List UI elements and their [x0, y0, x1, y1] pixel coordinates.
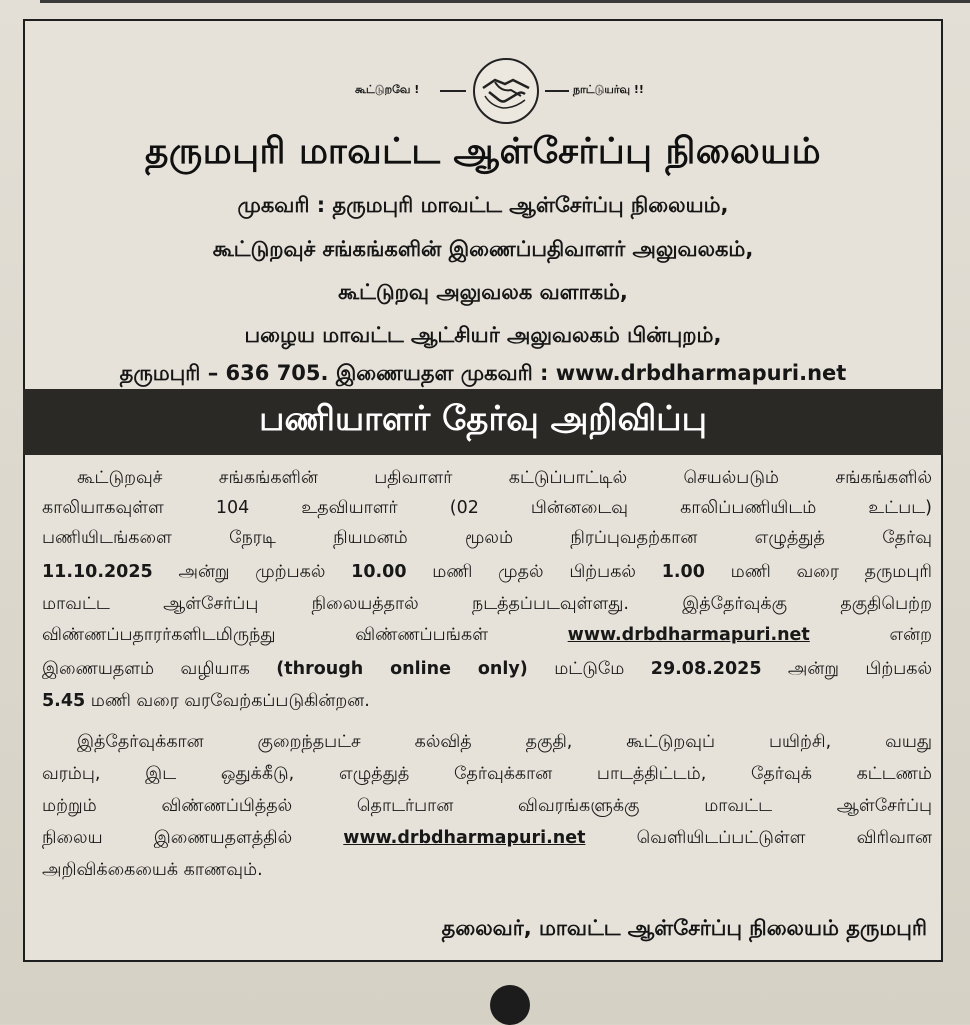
p1-line-8 [42, 691, 932, 713]
p2-line-3: மற்றும் விண்ணப்பித்தல் தொடர்பான விவரங்களுக்கு மாவட்ட ஆள்சேர்ப்பு [42, 796, 932, 816]
last-date: 29.08.2025 [650, 659, 762, 679]
p1-line-6 [42, 625, 932, 647]
p2-line-1: இத்தேர்வுக்கான குறைந்தபட்ச கல்வித் தகுதி, கூட்டுறவுப் பயிற்சி, வயது [77, 732, 932, 752]
p1-line-6-b: என்ற [809, 625, 932, 645]
address-pincode-label: தருமபுரி – 636 705. இணையதள முகவரி : [119, 361, 556, 385]
p1-line-4-c: மணி வரை தருமபுரி [704, 562, 932, 582]
online-only-note: (through online only) [276, 659, 528, 679]
p2-line-5: அறிவிக்கையைக் காணவும். [42, 860, 263, 880]
notice-banner [23, 389, 943, 455]
p1-line-7-c: அன்று பிற்பகல் [761, 659, 932, 679]
website-link-2[interactable]: www.drbdharmapuri.net [343, 828, 586, 848]
page-edge-mark [490, 985, 530, 1025]
p1-line-5: மாவட்ட ஆள்சேர்ப்பு நிலையத்தால் நடத்தப்படவுள்ளது. இத்தேர்வுக்கு தகுதிபெற்ற [42, 594, 932, 614]
office-title: தருமபுரி மாவட்ட ஆள்சேர்ப்பு நிலையம் [144, 131, 822, 172]
signature: தலைவர், மாவட்ட ஆள்சேர்ப்பு நிலையம் தருமபுரி [441, 916, 927, 940]
p1-line-7 [42, 659, 932, 681]
slogan-right: நாட்டுயர்வு !! [573, 83, 644, 96]
address-line-4: பழைய மாவட்ட ஆட்சியர் அலுவலகம் பின்புறம், [244, 323, 722, 347]
p1-line-3: பணியிடங்களை நேரடி நியமனம் மூலம் நிரப்புவதற்கான எழுத்துத் தேர்வு [42, 528, 932, 548]
address-line-5 [25, 361, 941, 388]
p1-line-7-b: மட்டுமே [527, 659, 651, 679]
p1-line-2: காலியாகவுள்ள 104 உதவியாளர் (02 பின்னடைவு காலிப்பணியிடம் உட்பட) [42, 498, 932, 518]
exam-date: 11.10.2025 [42, 562, 153, 582]
handshake-icon [481, 70, 531, 114]
p2-line-4-a: நிலைய இணையதளத்தில் [42, 828, 344, 848]
p1-line-4-a: அன்று முற்பகல் [152, 562, 352, 582]
website-link-1[interactable]: www.drbdharmapuri.net [567, 625, 810, 645]
logo-row [25, 53, 941, 133]
top-rule [40, 0, 970, 3]
slogan-left: கூட்டுறவே ! [355, 83, 420, 96]
address-line-1: முகவரி : தருமபுரி மாவட்ட ஆள்சேர்ப்பு நிலையம், [237, 193, 729, 217]
p1-line-4-b: மணி முதல் பிற்பகல் [406, 562, 662, 582]
p2-line-4 [42, 828, 932, 850]
exam-start-time: 10.00 [351, 562, 407, 582]
address-line-2: கூட்டுறவுச் சங்கங்களின் இணைப்பதிவாளர் அலுவலகம், [212, 237, 754, 261]
p1-line-1: கூட்டுறவுச் சங்கங்களின் பதிவாளர் கட்டுப்பாட்டில் செயல்படும் சங்கங்களில் [77, 468, 932, 488]
exam-end-time: 1.00 [661, 562, 705, 582]
slogan-rule-left [440, 90, 466, 92]
cooperative-logo [473, 58, 539, 124]
address-website: www.drbdharmapuri.net [555, 361, 847, 385]
slogan-rule-right [545, 90, 569, 92]
recruitment-notice [23, 19, 943, 962]
p2-line-2: வரம்பு, இட ஒதுக்கீடு, எழுத்துத் தேர்வுக்கான பாடத்திட்டம், தேர்வுக் கட்டணம் [42, 764, 932, 784]
p1-line-4 [42, 562, 932, 584]
p1-line-7-a: இணையதளம் வழியாக [42, 659, 277, 679]
address-line-3: கூட்டுறவு அலுவலக வளாகம், [338, 280, 628, 304]
p1-line-8-rest: மணி வரை வரவேற்கப்படுகின்றன. [85, 691, 370, 711]
p2-line-4-b: வெளியிடப்பட்டுள்ள விரிவான [585, 828, 932, 848]
last-time: 5.45 [42, 691, 86, 711]
p1-line-6-a: விண்ணப்பதாரர்களிடமிருந்து விண்ணப்பங்கள் [42, 625, 568, 645]
banner-title: பணியாளர் தேர்வு அறிவிப்பு [259, 399, 707, 439]
